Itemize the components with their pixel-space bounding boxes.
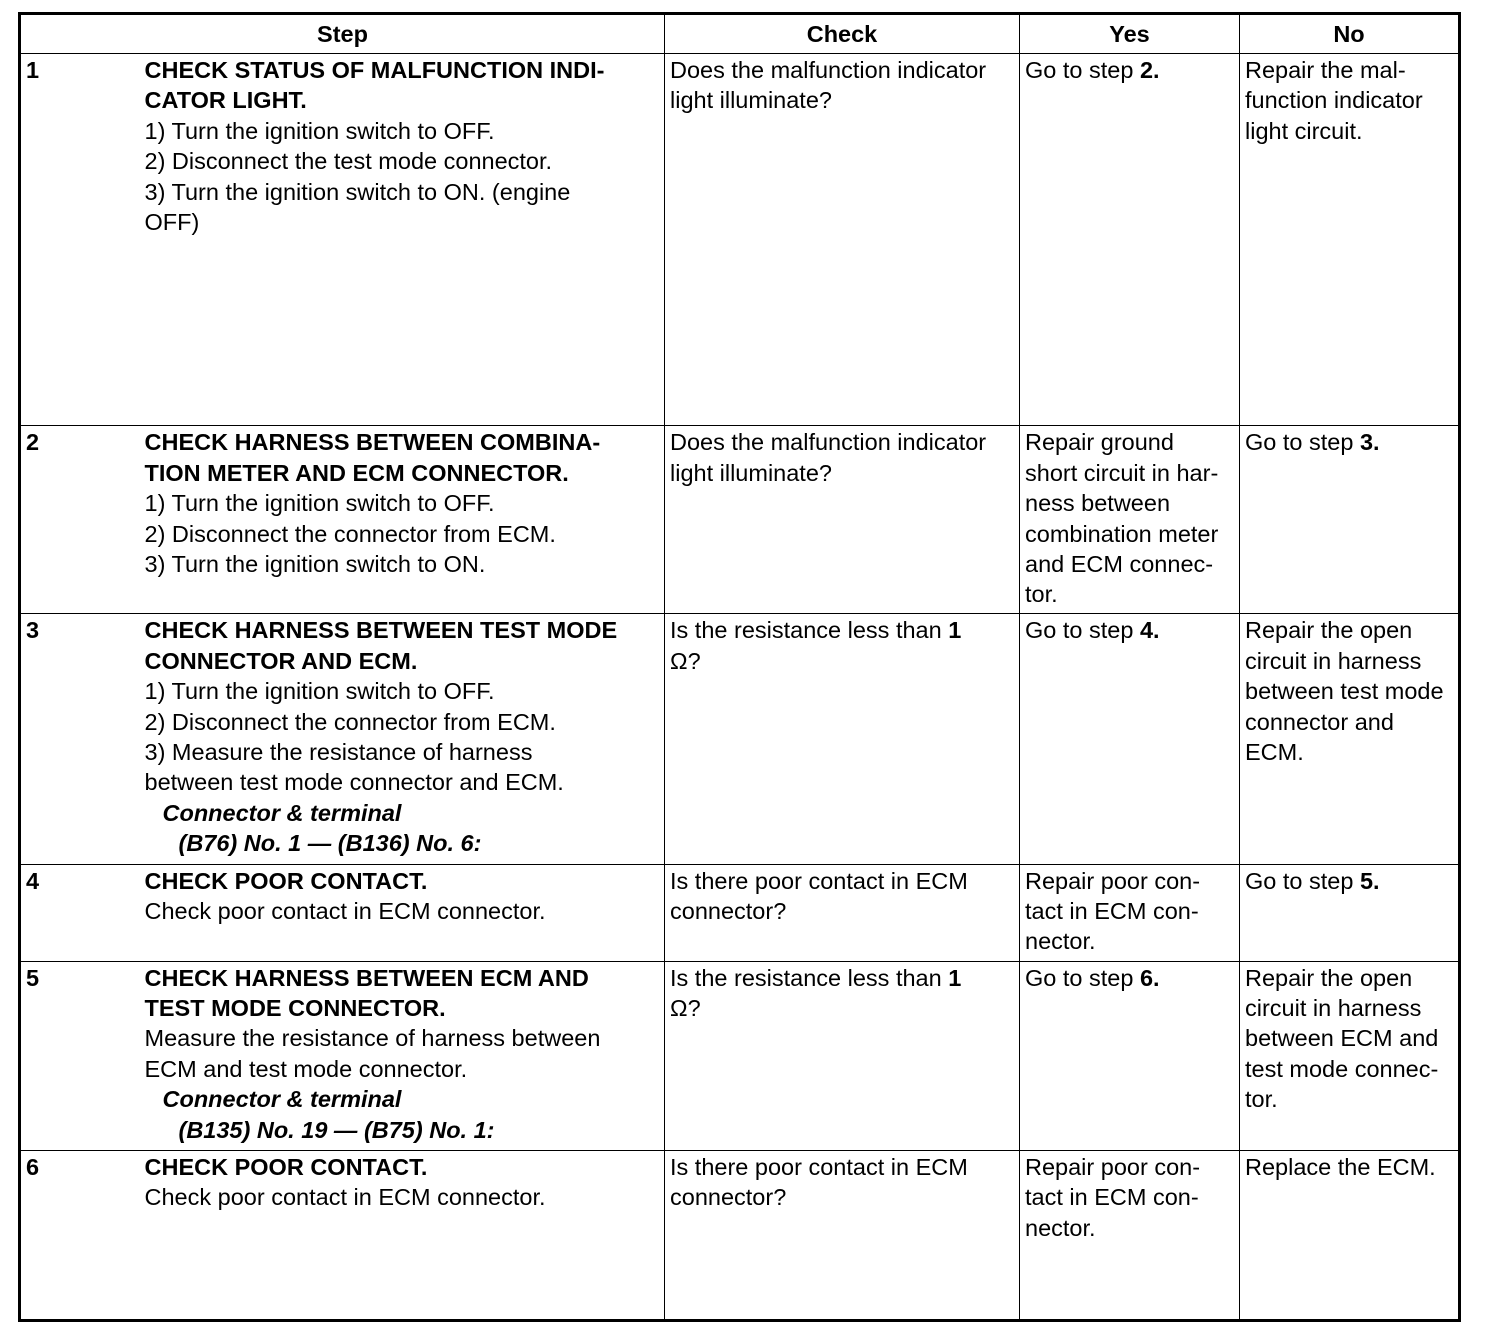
check-text: Does the malfunction indicator [670, 57, 987, 83]
header-step: Step [20, 14, 665, 54]
no-text: ECM. [1245, 739, 1304, 766]
no-cell [1240, 54, 1460, 426]
step-title: CATOR LIGHT. [144, 87, 307, 114]
table-row [20, 54, 1460, 426]
header-row [20, 14, 1460, 54]
check-text: Is there poor contact in ECM [670, 1153, 968, 1180]
yes-text: Go to step [1025, 964, 1140, 991]
no-step-ref: 5. [1359, 867, 1380, 894]
table-row [20, 1150, 1460, 1320]
no-text: function indicator [1245, 87, 1423, 114]
table-row [20, 614, 1460, 864]
step-title: CHECK STATUS OF MALFUNCTION INDI- [144, 57, 605, 83]
step-instruction: Check poor contact in ECM connector. [144, 898, 546, 925]
no-text: Repair the open [1245, 964, 1413, 991]
yes-cell [1020, 961, 1240, 1150]
check-cell [665, 1150, 1020, 1320]
yes-text: tact in ECM con- [1025, 898, 1199, 925]
header-yes: Yes [1020, 14, 1240, 54]
check-cell [665, 864, 1020, 961]
yes-step-ref: 2. [1139, 57, 1160, 83]
check-cell [665, 426, 1020, 614]
step-instruction: OFF) [144, 209, 200, 236]
no-cell [1240, 864, 1460, 961]
step-instruction: 2) Disconnect the connector from ECM. [144, 708, 556, 735]
yes-text: nector. [1025, 928, 1096, 955]
step-cell [140, 614, 665, 864]
yes-text: and ECM connec- [1025, 550, 1214, 577]
yes-text: short circuit in har- [1025, 459, 1219, 486]
no-text: test mode connec- [1245, 1055, 1439, 1082]
table-row [20, 961, 1460, 1150]
diagnostic-procedure-table [18, 12, 1461, 1322]
step-instruction: 2) Disconnect the test mode connector. [144, 148, 553, 175]
no-cell [1240, 614, 1460, 864]
step-number: 3 [20, 614, 140, 864]
step-number: 6 [20, 1150, 140, 1320]
yes-text: ness between [1025, 490, 1171, 517]
check-text: Does the malfunction indicator [670, 429, 987, 456]
yes-text: Repair ground [1025, 429, 1174, 456]
step-cell [140, 864, 665, 961]
check-text: light illuminate? [670, 459, 832, 486]
step-title: CHECK POOR CONTACT. [144, 1153, 428, 1180]
step-title: CHECK POOR CONTACT. [144, 867, 428, 894]
step-number: 2 [20, 426, 140, 614]
yes-cell [1020, 1150, 1240, 1320]
spec-value: (B76) No. 1 — (B136) No. 6: [178, 830, 482, 857]
step-cell [140, 54, 665, 426]
no-text: circuit in harness [1245, 995, 1422, 1022]
step-title: TEST MODE CONNECTOR. [144, 995, 446, 1022]
yes-text: tact in ECM con- [1025, 1184, 1199, 1211]
check-text: connector? [670, 898, 787, 925]
yes-step-ref: 6. [1139, 964, 1160, 991]
check-value: 1 [948, 617, 962, 644]
step-number: 1 [20, 54, 140, 426]
yes-text: nector. [1025, 1214, 1096, 1241]
no-cell [1240, 426, 1460, 614]
check-text: light illuminate? [670, 87, 832, 114]
step-instruction: Measure the resistance of harness between [144, 1025, 601, 1052]
spec-label: Connector & terminal [162, 1086, 402, 1113]
spec-value: (B135) No. 19 — (B75) No. 1: [178, 1116, 495, 1143]
check-text: Is the resistance less than [670, 617, 949, 644]
yes-step-ref: 4. [1139, 617, 1160, 644]
yes-cell [1020, 54, 1240, 426]
check-cell [665, 54, 1020, 426]
yes-cell [1020, 426, 1240, 614]
yes-cell [1020, 864, 1240, 961]
no-text: between test mode [1245, 678, 1444, 705]
step-instruction: 1) Turn the ignition switch to OFF. [144, 117, 495, 144]
check-text: Is there poor contact in ECM [670, 867, 968, 894]
step-instruction: 2) Disconnect the connector from ECM. [144, 520, 556, 547]
no-cell [1240, 961, 1460, 1150]
no-text: Go to step [1245, 429, 1360, 456]
no-text: circuit in harness [1245, 647, 1422, 674]
check-unit: Ω? [670, 995, 701, 1022]
no-text: between ECM and [1245, 1025, 1439, 1052]
no-text: Repair the mal- [1245, 57, 1406, 83]
yes-cell [1020, 614, 1240, 864]
step-instruction: 1) Turn the ignition switch to OFF. [144, 678, 495, 705]
step-instruction: Check poor contact in ECM connector. [144, 1184, 546, 1211]
step-instruction: 3) Turn the ignition switch to ON. (engine [144, 178, 571, 205]
step-cell [140, 1150, 665, 1320]
no-text: connector and [1245, 708, 1394, 735]
header-check: Check [665, 14, 1020, 54]
no-text: light circuit. [1245, 117, 1363, 144]
step-instruction: 3) Turn the ignition switch to ON. [144, 550, 486, 577]
step-instruction: 3) Measure the resistance of harness [144, 739, 533, 766]
table-row [20, 426, 1460, 614]
yes-text: Go to step [1025, 617, 1140, 644]
no-step-ref: 3. [1359, 429, 1380, 456]
no-text: tor. [1245, 1086, 1278, 1113]
step-title: CHECK HARNESS BETWEEN COMBINA- [144, 429, 601, 456]
check-cell [665, 961, 1020, 1150]
yes-text: Repair poor con- [1025, 1153, 1201, 1180]
yes-text: tor. [1025, 581, 1058, 608]
yes-text: combination meter [1025, 520, 1219, 547]
check-unit: Ω? [670, 647, 701, 674]
spec-label: Connector & terminal [162, 799, 402, 826]
no-text: Replace the ECM. [1245, 1153, 1436, 1180]
check-cell [665, 614, 1020, 864]
step-title: CONNECTOR AND ECM. [144, 647, 418, 674]
yes-text: Go to step [1025, 57, 1140, 83]
step-title: CHECK HARNESS BETWEEN TEST MODE [144, 617, 618, 644]
step-cell [140, 426, 665, 614]
header-no: No [1240, 14, 1460, 54]
check-text: connector? [670, 1184, 787, 1211]
check-value: 1 [948, 964, 962, 991]
step-title: TION METER AND ECM CONNECTOR. [144, 459, 569, 486]
table-row [20, 864, 1460, 961]
step-instruction: ECM and test mode connector. [144, 1055, 468, 1082]
check-text: Is the resistance less than [670, 964, 949, 991]
step-instruction: between test mode connector and ECM. [144, 769, 564, 796]
yes-text: Repair poor con- [1025, 867, 1201, 894]
no-text: Go to step [1245, 867, 1360, 894]
step-cell [140, 961, 665, 1150]
step-number: 4 [20, 864, 140, 961]
no-text: Repair the open [1245, 617, 1413, 644]
step-instruction: 1) Turn the ignition switch to OFF. [144, 490, 495, 517]
no-cell [1240, 1150, 1460, 1320]
step-title: CHECK HARNESS BETWEEN ECM AND [144, 964, 589, 991]
step-number: 5 [20, 961, 140, 1150]
